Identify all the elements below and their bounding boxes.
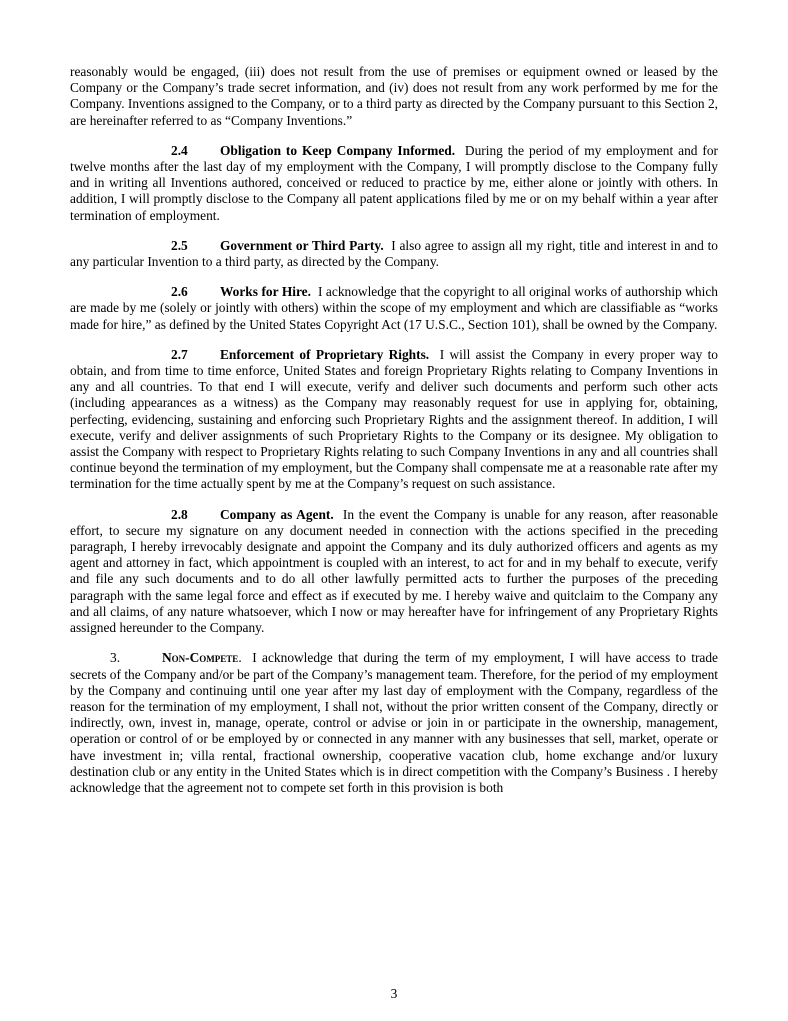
section-number: 3. [110, 650, 121, 666]
section-title: Enforcement of Proprietary Rights. [220, 346, 430, 362]
section-body: I acknowledge that during the term of my employment, I will have access to trade secrets of the Company and/or be part of the Company’s management team. Therefore, for the period of my employment by the Company and continuing until one year after my last day of employment with the Company, regardless of the reason for the termination of my employment, I shall not, without the prior written consent of the Company, directly or indirectly, own, invest in, manage, operate, control or advise or join in or participate in the ownership, management, operation or control of or be employed by or connected in any manner with any businesses that sell, market, operate or have investment in; villa rental, fractional ownership, cooperative vacation club, home exchange and/or luxury destination club or any entity in the United States which is in direct competition with the Company’s Business . I hereby acknowledge that the agreement not to compete set forth in this provision is both [70, 650, 718, 795]
section-2-4 [70, 143, 718, 224]
section-title: Non-Compete [162, 650, 239, 666]
section-title: Company as Agent. [220, 506, 334, 522]
section-3-non-compete [70, 650, 718, 796]
section-title: Obligation to Keep Company Informed. [220, 142, 456, 158]
page-number: 3 [390, 986, 398, 1001]
section-2-5 [70, 238, 718, 270]
section-title: Works for Hire. [220, 284, 311, 300]
section-2-8 [70, 507, 718, 637]
document-page [70, 64, 718, 810]
section-body: I acknowledge that the copyright to all original works of authorship which are made by me (solely or jointly with others) within the scope of my employment and which are classifiable as “works made for hire,” as defined by the United States Copyright Act (17 U.S.C., Section 101), shall be owned by the Company. [70, 284, 718, 332]
section-body: I will assist the Company in every proper way to obtain, and from time to time enforce, United States and foreign Proprietary Rights relating to Company Inventions in any and all countries. To that end I will execute, verify and deliver such documents and perform such other acts (including appearances as a witness) as the Company may reasonably request for use in applying for, obtaining, perfecting, evidencing, sustaining and enforcing such Proprietary Rights and the assignment thereof. In addition, I will execute, verify and deliver assignments of such Proprietary Rights to the Company or its designee. My obligation to assist the Company with respect to Proprietary Rights relating to such Company Inventions in any and all countries shall continue beyond the termination of my employment, but the Company shall compensate me at a reasonable rate after my termination for the time actually spent by me at the Company’s request on such assistance. [70, 346, 718, 492]
section-body: During the period of my employment and for twelve months after the last day of my employment with the Company, I will promptly disclose to the Company fully and in writing all Inventions authored, conceived or reduced to practice by me, either alone or jointly with others. In addition, I will promptly disclose to the Company all patent applications filed by me or on my behalf within a year after termination of employment. [70, 142, 719, 223]
section-body: I also agree to assign all my right, title and interest in and to any particular Invention to a third party, as directed by the Company. [70, 237, 719, 270]
section-number: 2.8 [171, 506, 188, 522]
section-number: 2.7 [171, 346, 188, 362]
section-number: 2.6 [171, 284, 188, 300]
section-2-6 [70, 284, 718, 333]
paragraph-continuation: reasonably would be engaged, (iii) does not result from the use of premises or equipment owned or leased by the Company or the Company’s trade secret information, and (iv) does not result from any work performed by me for the Company. Inventions assigned to the Company, or to a third party as directed by the Company pursuant to this Section 2, are hereinafter referred to as “Company Inventions.” [70, 64, 718, 128]
section-title: Government or Third Party. [220, 237, 384, 253]
section-title-suffix: . [238, 650, 242, 666]
section-number: 2.5 [171, 237, 188, 253]
section-body: In the event the Company is unable for any reason, after reasonable effort, to secure my signature on any document needed in connection with the actions specified in the preceding paragraph, I hereby irrevocably designate and appoint the Company and its duly authorized officers and agents as my agent and attorney in fact, which appointment is coupled with an interest, to act for and in my behalf to execute, verify and file any such documents and to do all other lawfully permitted acts to further the purposes of the preceding paragraph with the same legal force and effect as if executed by me. I hereby waive and quitclaim to the Company any and all claims, of any nature whatsoever, which I now or may hereafter have for infringement of any Proprietary Rights assigned hereunder to the Company. [70, 506, 718, 636]
section-number: 2.4 [171, 142, 188, 158]
section-2-7 [70, 347, 718, 493]
